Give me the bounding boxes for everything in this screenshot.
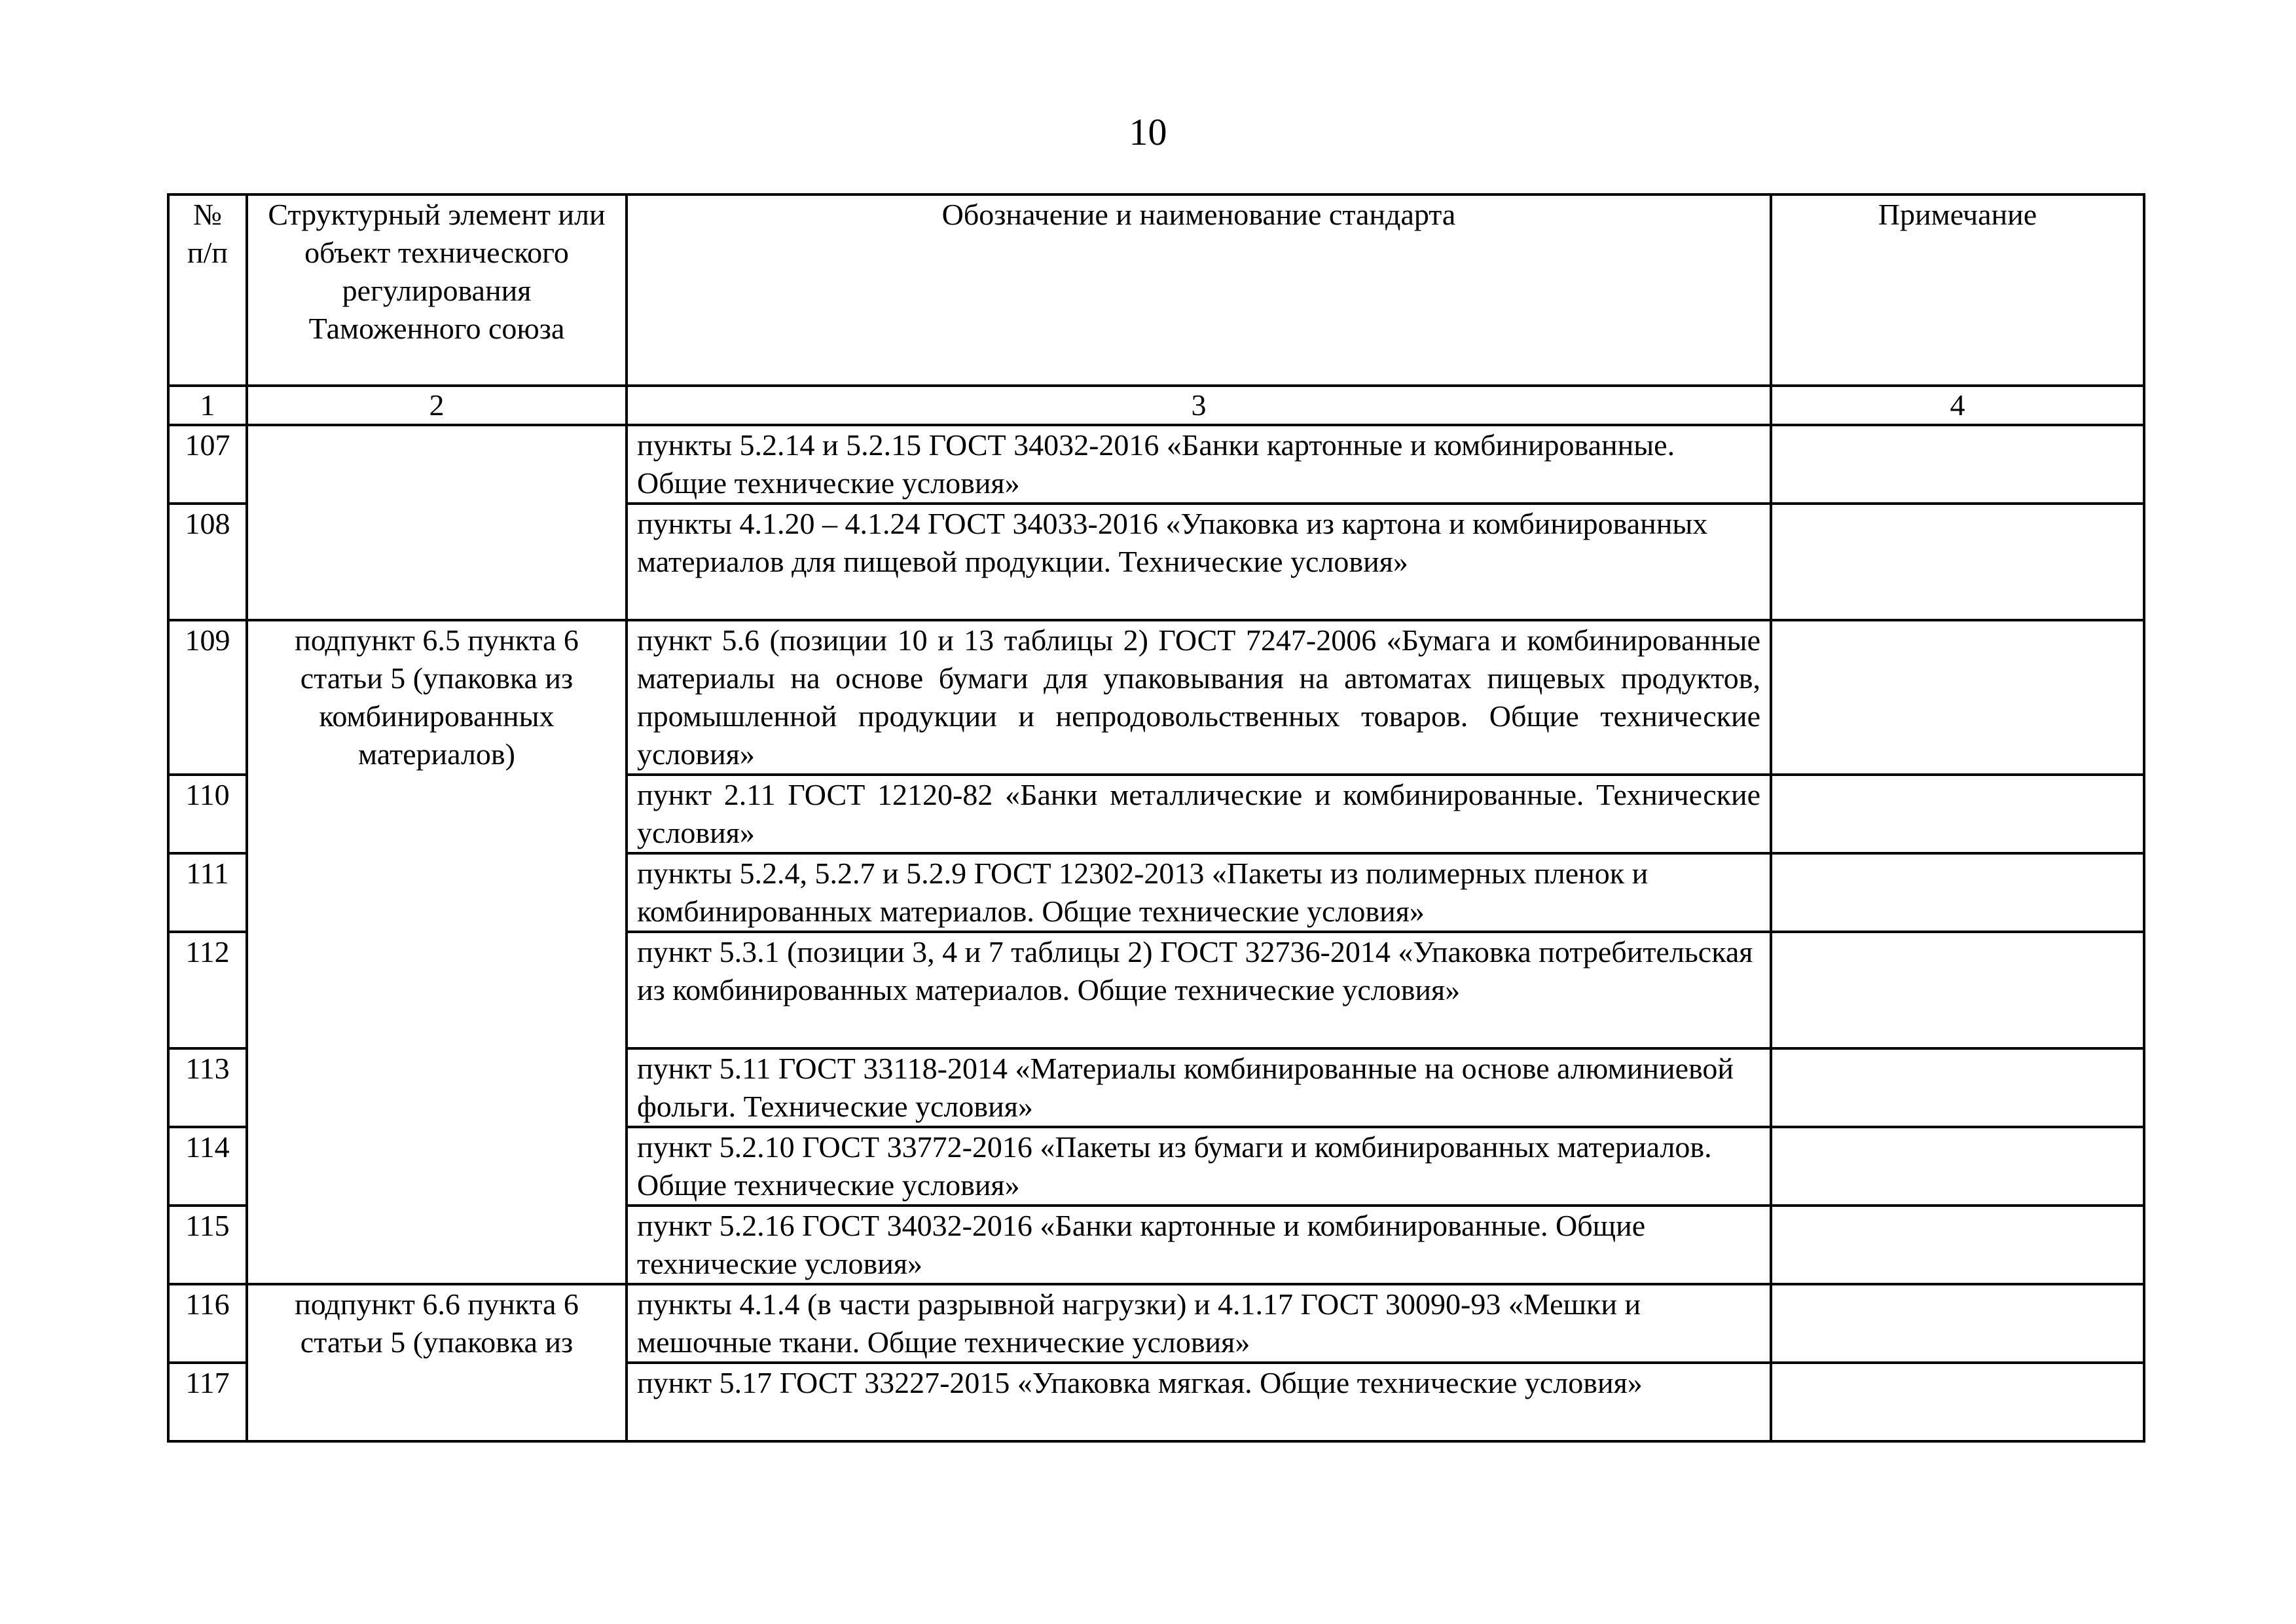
row-note	[1771, 1363, 2144, 1441]
column-number: 4	[1771, 386, 2144, 425]
header-num: № п/п	[168, 194, 247, 386]
column-numbers-row	[168, 386, 2144, 425]
row-note	[1771, 853, 2144, 932]
row-note	[1771, 775, 2144, 853]
column-number: 1	[168, 386, 247, 425]
standards-table	[167, 193, 2145, 1443]
row-note	[1771, 620, 2144, 775]
table-row	[168, 620, 2144, 775]
row-standard: пункты 4.1.20 – 4.1.24 ГОСТ 34033-2016 «Упаковка из картона и комбинированных материалов для пищевой продукции. Технические условия»	[627, 504, 1771, 620]
column-number: 3	[627, 386, 1771, 425]
row-note	[1771, 1127, 2144, 1206]
row-standard: пункт 5.6 (позиции 10 и 13 таблицы 2) ГОСТ 7247-2006 «Бумага и комбинированные материалы на основе бумаги для упаковывания на автоматах пищевых продуктов, промышленной продукции и непродовольственных товаров. Общие технические условия»	[627, 620, 1771, 775]
row-num: 109	[168, 620, 247, 775]
row-note	[1771, 932, 2144, 1048]
table-row	[168, 1284, 2144, 1363]
row-num: 110	[168, 775, 247, 853]
row-num: 117	[168, 1363, 247, 1441]
table-header-row	[168, 194, 2144, 386]
header-standard: Обозначение и наименование стандарта	[627, 194, 1771, 386]
row-standard: пункт 5.3.1 (позиции 3, 4 и 7 таблицы 2) ГОСТ 32736-2014 «Упаковка потребительская из комбинированных материалов. Общие технические условия»	[627, 932, 1771, 1048]
row-note	[1771, 504, 2144, 620]
table-row	[168, 425, 2144, 504]
row-standard: пункт 5.2.10 ГОСТ 33772-2016 «Пакеты из бумаги и комбинированных материалов. Общие технические условия»	[627, 1127, 1771, 1206]
row-num: 114	[168, 1127, 247, 1206]
row-num: 108	[168, 504, 247, 620]
column-number: 2	[247, 386, 627, 425]
row-num: 115	[168, 1206, 247, 1284]
header-note: Примечание	[1771, 194, 2144, 386]
row-element: подпункт 6.5 пункта 6 статьи 5 (упаковка из комбинированных материалов)	[247, 620, 627, 1284]
row-num: 107	[168, 425, 247, 504]
header-element: Структурный элемент или объект технического регулирования Таможенного союза	[247, 194, 627, 386]
row-num: 116	[168, 1284, 247, 1363]
row-standard: пункт 2.11 ГОСТ 12120-82 «Банки металлические и комбинированные. Технические условия»	[627, 775, 1771, 853]
row-note	[1771, 425, 2144, 504]
row-standard: пункты 5.2.4, 5.2.7 и 5.2.9 ГОСТ 12302-2013 «Пакеты из полимерных пленок и комбинированных материалов. Общие технические условия»	[627, 853, 1771, 932]
row-note	[1771, 1284, 2144, 1363]
page-number: 10	[1129, 111, 1167, 153]
row-num: 112	[168, 932, 247, 1048]
row-element: подпункт 6.6 пункта 6 статьи 5 (упаковка из	[247, 1284, 627, 1441]
row-element	[247, 425, 627, 620]
row-standard: пункт 5.11 ГОСТ 33118-2014 «Материалы комбинированные на основе алюминиевой фольги. Технические условия»	[627, 1048, 1771, 1127]
row-num: 111	[168, 853, 247, 932]
row-num: 113	[168, 1048, 247, 1127]
row-standard: пункт 5.17 ГОСТ 33227-2015 «Упаковка мягкая. Общие технические условия»	[627, 1363, 1771, 1441]
row-standard: пункты 4.1.4 (в части разрывной нагрузки) и 4.1.17 ГОСТ 30090-93 «Мешки и мешочные ткани. Общие технические условия»	[627, 1284, 1771, 1363]
row-note	[1771, 1048, 2144, 1127]
row-note	[1771, 1206, 2144, 1284]
row-standard: пункт 5.2.16 ГОСТ 34032-2016 «Банки картонные и комбинированные. Общие технические условия»	[627, 1206, 1771, 1284]
row-standard: пункты 5.2.14 и 5.2.15 ГОСТ 34032-2016 «Банки картонные и комбинированные. Общие технические условия»	[627, 425, 1771, 504]
